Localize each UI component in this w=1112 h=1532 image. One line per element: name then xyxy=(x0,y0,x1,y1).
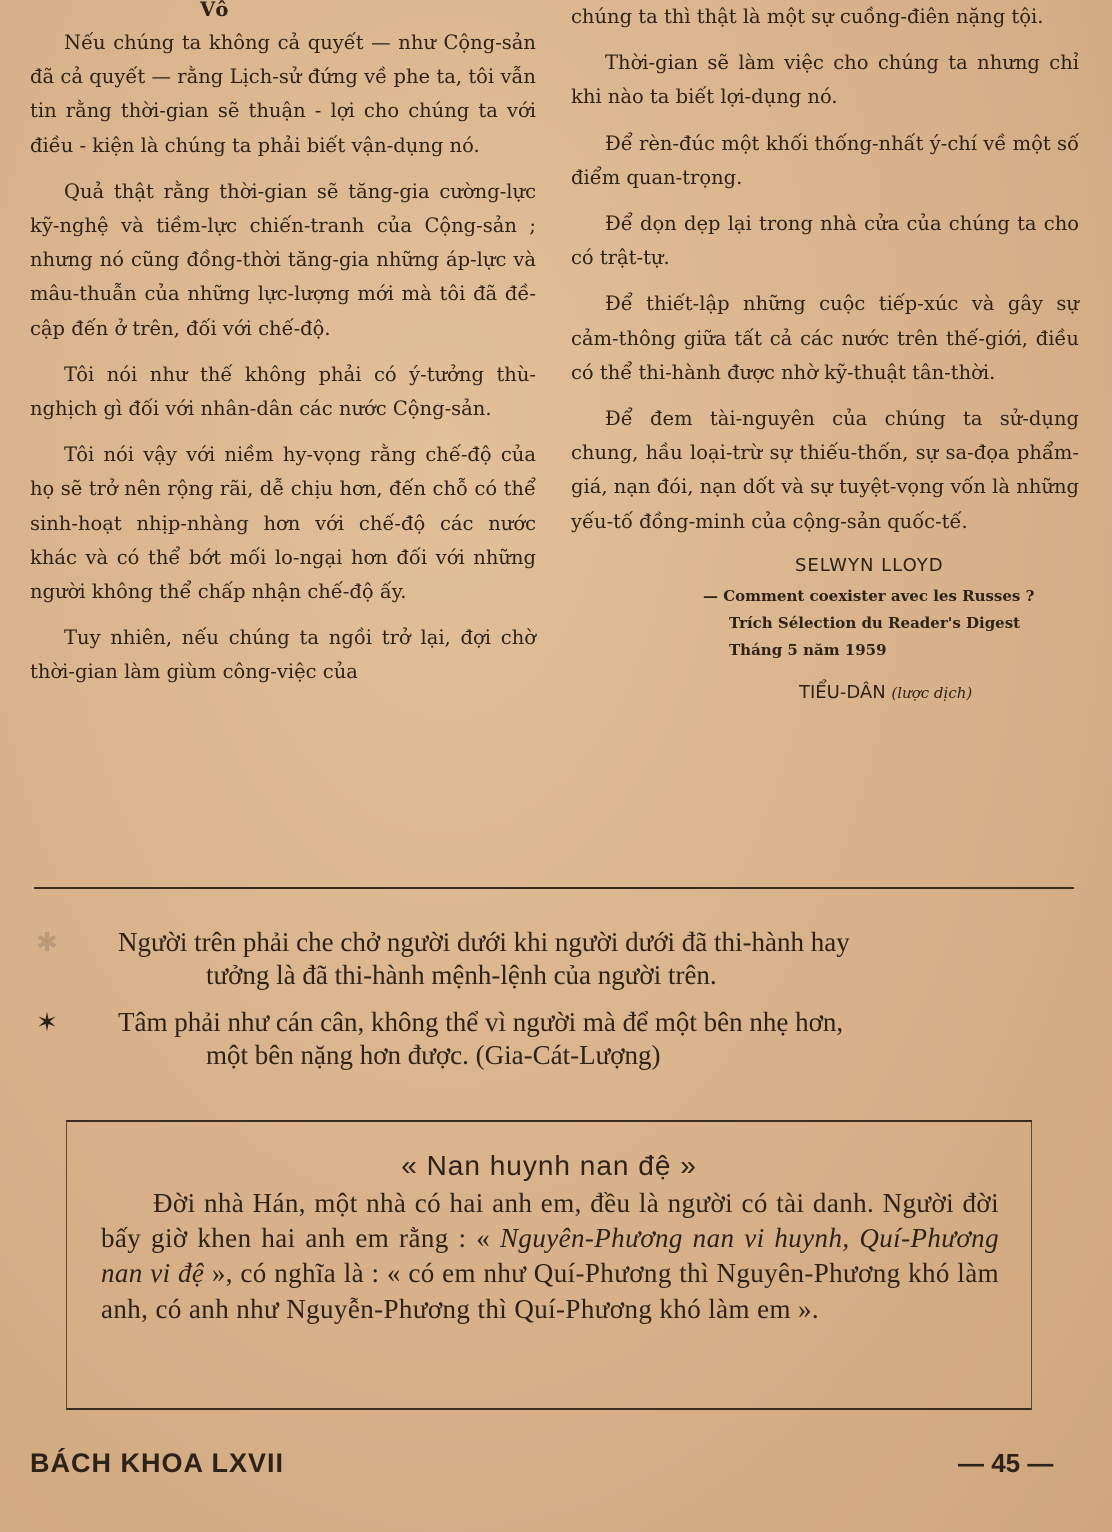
box-text-italic: Nguyên-Phương nan vi huynh, Quí-Phương nan vi đệ xyxy=(101,1223,999,1289)
quotes-section xyxy=(30,926,1080,1086)
star-icon: ✶ xyxy=(36,1008,58,1037)
paragraph: Tôi nói như thế không phải có ý-tưởng thù-nghịch gì đối với nhân-dân các nước Cộng-sản. xyxy=(30,362,536,421)
left-column xyxy=(30,0,536,702)
paragraph: chúng ta thì thật là một sự cuồng-điên nặng tội. xyxy=(571,5,1044,28)
quote-item xyxy=(30,926,1080,992)
quote-line: tưởng là đã thi-hành mệnh-lệnh của người trên. xyxy=(206,960,717,990)
anecdote-box xyxy=(66,1120,1032,1410)
quote-line: Tâm phải như cán cân, không thể vì người mà để một bên nhẹ hơn, xyxy=(118,1007,844,1037)
article-source xyxy=(571,583,1079,664)
paragraph: Tôi nói vậy với niềm hy-vọng rằng chế-độ của họ sẽ trở nên rộng rãi, dễ chịu hơn, đến chỗ có thể sinh-hoạt nhịp-nhàng hơn với chế-độ các nước khác và có thể bớt mối lo-ngại hơn đối với những người không thể chấp nhận chế-độ ấy. xyxy=(30,443,536,604)
translator-credit xyxy=(571,678,1079,708)
source-line: Trích Sélection du Reader's Digest xyxy=(729,613,1021,632)
translator-note: (lược dịch) xyxy=(891,683,973,702)
paragraph: Thời-gian sẽ làm việc cho chúng ta nhưng chỉ khi nào ta biết lợi-dụng nó. xyxy=(571,51,1079,109)
source-line: Tháng 5 năm 1959 xyxy=(729,640,887,659)
paragraph: Để thiết-lập những cuộc tiếp-xúc và gây sự cảm-thông giữa tất cả các nước trên thế-giới, điều có thể thi-hành được nhờ kỹ-thuật tân-thời. xyxy=(571,292,1079,384)
paragraph: Tuy nhiên, nếu chúng ta ngồi trở lại, đợi chờ thời-gian làm giùm công-việc của xyxy=(30,626,536,684)
box-text: Đời nhà Hán, một nhà có hai anh em, đều là người có tài danh. Người đời bấy giờ khen hai anh em rằng : « xyxy=(101,1188,999,1254)
quote-line: một bên nặng hơn được. (Gia-Cát-Lượng) xyxy=(206,1040,661,1070)
article-author: SELWYN LLOYD xyxy=(795,554,944,576)
paragraph: Nếu chúng ta không cả quyết — như Cộng-sản đã cả quyết — rằng Lịch-sử đứng về phe ta, tôi vẫn tin rằng thời-gian sẽ thuận - lợi cho chúng ta với điều - kiện là chúng ta phải biết vận-dụng nó. xyxy=(30,31,536,157)
box-text: », có nghĩa là : « có em như Quí-Phương thì Nguyên-Phương khó làm anh, có anh như Nguyễn-Phương thì Quí-Phương khó làm em ». xyxy=(101,1258,999,1324)
section-divider xyxy=(34,887,1074,889)
quote-item xyxy=(30,1006,1080,1072)
right-column xyxy=(571,0,1079,708)
star-icon: ✱ xyxy=(36,928,58,957)
quote-line: Người trên phải che chở người dưới khi người dưới đã thi-hành hay xyxy=(118,927,850,957)
paragraph: Để dọn dẹp lại trong nhà cửa của chúng ta cho có trật-tự. xyxy=(571,212,1079,270)
section-heading: Vô xyxy=(200,0,231,21)
paragraph: Để đem tài-nguyên của chúng ta sử-dụng chung, hầu loại-trừ sự thiếu-thốn, sự sa-đọa phẩm-giá, nạn đói, nạn dốt và sự tuyệt-vọng vốn là những yếu-tố đồng-minh của cộng-sản quốc-tế. xyxy=(571,407,1079,533)
box-paragraph xyxy=(101,1186,999,1327)
box-body xyxy=(101,1186,999,1327)
box-title: « Nan huynh nan đệ » xyxy=(401,1150,697,1181)
paragraph: Để rèn-đúc một khối thống-nhất ý-chí về một số điểm quan-trọng. xyxy=(571,131,1079,189)
page-number: — 45 — xyxy=(958,1448,1054,1478)
paragraph: Quả thật rằng thời-gian sẽ tăng-gia cường-lực kỹ-nghệ và tiềm-lực chiến-tranh của Cộng-sản ; nhưng nó cũng đồng-thời tăng-gia những áp-lực và mâu-thuẫn của những lực-lượng mới mà tôi đã đề-cập đến ở trên, đối với chế-độ. xyxy=(30,179,536,340)
translator-name: TIỂU-DÂN xyxy=(799,681,886,703)
magazine-name: BÁCH KHOA LXVII xyxy=(30,1448,285,1478)
source-line: — Comment coexister avec les Russes ? xyxy=(703,586,1035,605)
